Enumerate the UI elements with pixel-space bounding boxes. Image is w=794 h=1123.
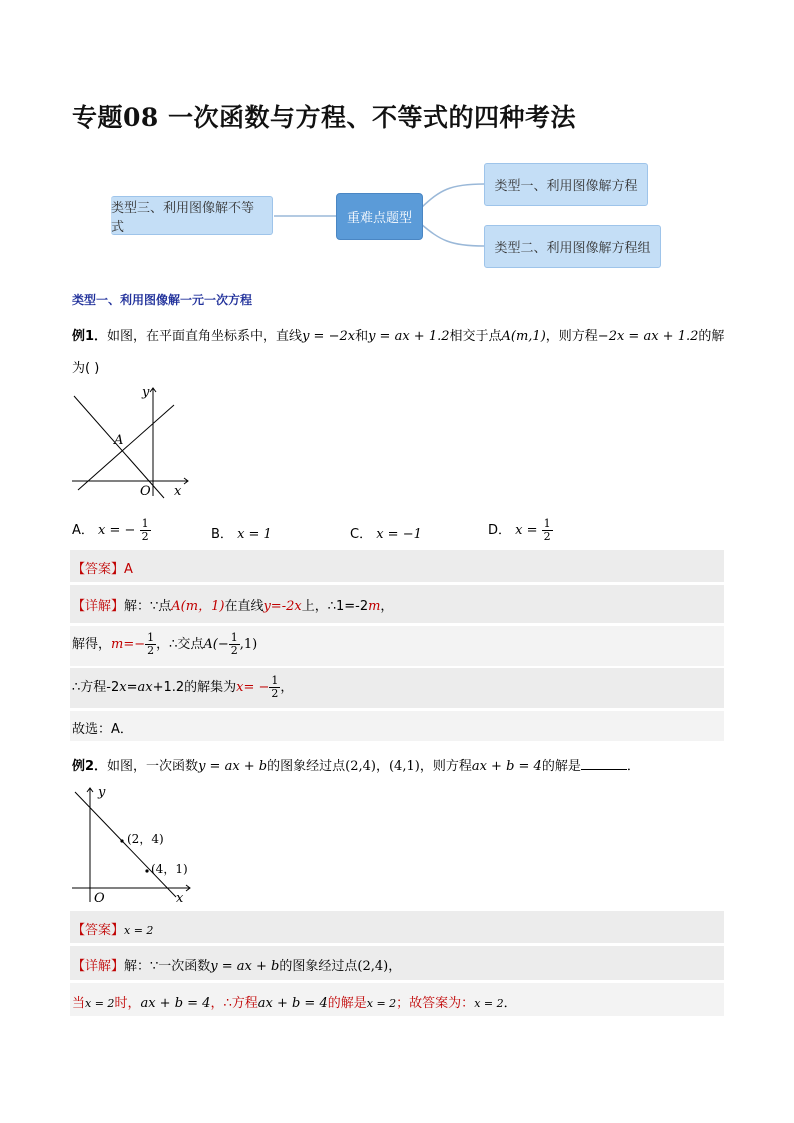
option-b-label: B． — [211, 527, 233, 542]
option-d[interactable] — [488, 518, 553, 543]
detail-text: ；故答案为： — [396, 996, 475, 1011]
answer-value: A — [124, 562, 133, 577]
point-4-1-label: (4，1) — [151, 862, 188, 876]
point-2-4 — [120, 839, 123, 842]
option-d-label: D． — [488, 523, 512, 538]
point-4-1 — [145, 869, 148, 872]
ex2-point1: (2,4) — [345, 759, 376, 774]
ex1-question-line2: 为( ) — [72, 361, 100, 376]
ex2-text: ，则方程 — [419, 759, 472, 774]
detail-text: 上，∴1=-2 — [301, 599, 369, 614]
detail-var: ax — [137, 680, 153, 695]
detail-label: 【详解】 — [72, 599, 125, 614]
detail-eq: ax + b = 4 — [140, 996, 211, 1011]
frac-num: 1 — [230, 631, 238, 644]
ex1-detail-line4: 故选：A． — [72, 722, 133, 737]
ex2-detail-line1 — [72, 955, 401, 974]
option-a[interactable] — [72, 518, 151, 543]
origin-label: O — [94, 891, 105, 906]
mindmap-type1 — [484, 163, 648, 206]
point-a-label: A — [114, 433, 124, 448]
option-c-value: x = −1 — [376, 527, 422, 542]
ex2-detail-line2 — [72, 992, 517, 1011]
detail-text: ,1) — [239, 637, 258, 652]
detail-eq: ax + b = 4 — [257, 996, 328, 1011]
mindmap-type2-label: 类型二、利用图像解方程组 — [494, 241, 651, 256]
ex1-text: ，则方程 — [545, 329, 598, 344]
detail-point: A(− — [203, 637, 229, 652]
frac-num: 1 — [141, 517, 149, 530]
ex2-graph — [70, 784, 200, 906]
detail-point: (2,4) — [357, 959, 389, 974]
ex1-detail-line3 — [72, 675, 293, 700]
detail-text: 的图象经过点 — [279, 959, 358, 974]
ex1-text: 相交于点 — [449, 329, 502, 344]
ex2-answer — [72, 919, 153, 938]
y-label: y — [98, 785, 106, 800]
answer-blank[interactable] — [581, 757, 627, 770]
frac-den: 2 — [141, 530, 149, 543]
ex2-point2: (4,1) — [388, 759, 420, 774]
detail-var: m — [368, 599, 381, 614]
line-y-ax — [78, 405, 174, 490]
detail-frac — [145, 632, 156, 657]
detail-frac — [229, 632, 240, 657]
detail-text: ． — [503, 996, 517, 1011]
ex1-answer-bar — [70, 550, 724, 582]
option-b[interactable] — [211, 523, 272, 542]
ex2-text: ． — [626, 759, 640, 774]
detail-text: +1.2的解集为 — [152, 680, 237, 695]
ex1-text: 的解 — [698, 329, 725, 344]
ex1-detail-line1 — [72, 595, 393, 614]
point-2-4-label: (2，4) — [127, 832, 164, 846]
ex2-eq2: ax + b = 4 — [471, 759, 542, 774]
detail-eq: y = ax + b — [210, 959, 280, 974]
detail-eq: =− — [123, 637, 146, 652]
option-c-label: C． — [350, 527, 373, 542]
mindmap-type1-label: 类型一、利用图像解方程 — [494, 179, 638, 194]
detail-eq: y=-2x — [263, 599, 302, 614]
detail-text: 解得， — [72, 637, 112, 652]
detail-text: 的解是 — [327, 996, 367, 1011]
ex1-eq2: y = ax + 1.2 — [368, 329, 450, 344]
detail-text: 时， — [114, 996, 141, 1011]
detail-label: 【详解】 — [72, 959, 125, 974]
ex1-question-line1 — [72, 325, 724, 344]
ex2-text: 如图，一次函数 — [107, 759, 199, 774]
detail-eq: x = 2 — [85, 997, 115, 1010]
answer-label: 【答案】 — [72, 562, 125, 577]
ex1-graph — [70, 384, 195, 502]
detail-eq: x = 2 — [366, 997, 397, 1010]
ex1-eq3: −2x = ax + 1.2 — [597, 329, 699, 344]
detail-text: ∴方程-2 — [72, 680, 120, 695]
frac-num: 1 — [147, 631, 155, 644]
ex1-eq1: y = −2x — [302, 329, 356, 344]
ex1-label: 例1． — [72, 329, 108, 344]
ex2-answer-bar — [70, 911, 724, 943]
detail-frac — [269, 675, 280, 700]
ex1-detail-line2 — [72, 632, 257, 657]
x-label: x — [174, 484, 182, 499]
detail-point: A(m，1) — [171, 599, 225, 614]
detail-text: 当 — [72, 996, 86, 1011]
ex1-text: 和 — [355, 329, 369, 344]
option-a-lhs: x = − — [98, 523, 136, 538]
ex2-question — [72, 755, 640, 774]
x-label: x — [176, 891, 184, 906]
frac-den: 2 — [230, 644, 238, 657]
option-d-frac — [542, 518, 553, 543]
detail-var: m — [111, 637, 124, 652]
mindmap-type3 — [111, 196, 273, 235]
mindmap-center-label: 重难点题型 — [346, 211, 412, 226]
ex1-text: 如图，在平面直角坐标系中，直线 — [107, 329, 303, 344]
detail-text: ， — [388, 959, 402, 974]
frac-den: 2 — [543, 530, 551, 543]
page-title: 专题08 一次函数与方程、不等式的四种考法 — [72, 103, 576, 132]
detail-text: ，∴方程 — [210, 996, 258, 1011]
detail-eq: = − — [243, 680, 270, 695]
ex2-text: ， — [375, 759, 389, 774]
frac-den: 2 — [271, 687, 279, 700]
detail-eq: x = 2 — [474, 997, 504, 1010]
detail-text: = — [126, 680, 138, 695]
ex2-text: 的解是 — [541, 759, 581, 774]
ex1-answer — [72, 558, 133, 577]
option-a-label: A． — [72, 523, 94, 538]
detail-text: ，∴交点 — [156, 637, 204, 652]
detail-text: 解：∵点 — [124, 599, 172, 614]
ex2-text: 的图象经过点 — [267, 759, 346, 774]
frac-num: 1 — [543, 517, 551, 530]
section-title: 类型一、利用图像解一元一次方程 — [72, 293, 253, 307]
answer-value: x = 2 — [124, 924, 154, 937]
answer-label: 【答案】 — [72, 923, 125, 938]
mindmap-type3-label: 类型三、利用图像解不等式 — [111, 200, 255, 235]
frac-den: 2 — [147, 644, 155, 657]
detail-text: 解：∵一次函数 — [124, 959, 211, 974]
origin-label: O — [140, 484, 151, 499]
detail-var: x — [236, 680, 244, 695]
detail-text: ， — [380, 599, 394, 614]
y-label: y — [142, 385, 150, 400]
ex2-eq1: y = ax + b — [198, 759, 268, 774]
detail-text: 在直线 — [224, 599, 264, 614]
detail-text: ， — [280, 680, 294, 695]
ex1-point-a: A(m,1) — [501, 329, 546, 344]
ex2-label: 例2． — [72, 759, 108, 774]
mindmap-center — [336, 193, 423, 240]
detail-var: x — [119, 680, 127, 695]
ex1-detail-bar4 — [70, 711, 724, 741]
mindmap-connectors — [0, 0, 794, 300]
option-b-value: x = 1 — [237, 527, 272, 542]
frac-num: 1 — [271, 674, 279, 687]
option-c[interactable] — [350, 523, 422, 542]
option-d-lhs: x = — [515, 523, 538, 538]
mindmap-type2 — [484, 225, 661, 268]
option-a-frac — [140, 518, 151, 543]
